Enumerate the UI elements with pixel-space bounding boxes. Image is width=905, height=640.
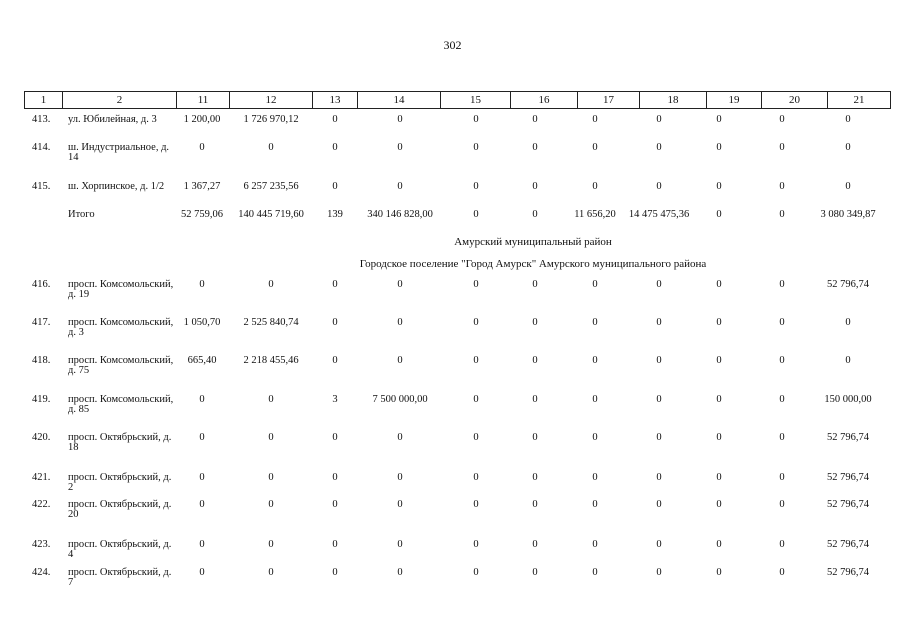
value-cell: 14 475 475,36 — [628, 209, 690, 220]
value-cell: 0 — [532, 279, 538, 290]
value-cell: 0 — [592, 539, 598, 550]
address-cell: ш. Хорпинское, д. 1/2 — [68, 181, 165, 192]
value-cell: 0 — [397, 355, 403, 366]
value-cell: 0 — [199, 567, 205, 578]
value-cell: 52 796,74 — [827, 432, 869, 443]
value-cell: 0 — [532, 472, 538, 483]
value-cell: 0 — [332, 539, 338, 550]
value-cell: 3 080 349,87 — [820, 209, 876, 220]
address-cell: просп. Комсомольский, д. 75 — [68, 355, 174, 376]
value-cell: 2 218 455,46 — [243, 355, 299, 366]
value-cell: 0 — [332, 355, 338, 366]
value-cell: 150 000,00 — [824, 394, 872, 405]
value-cell: 3 — [332, 394, 338, 405]
column-header: 14 — [358, 92, 441, 109]
column-header: 1 — [25, 92, 63, 109]
value-cell: 0 — [397, 472, 403, 483]
row-number: 420. — [32, 432, 51, 443]
value-cell: 1 367,27 — [183, 181, 221, 192]
value-cell: 0 — [199, 472, 205, 483]
address-cell: просп. Октябрьский, д. 4 — [68, 539, 172, 560]
value-cell: 0 — [716, 472, 722, 483]
value-cell: 0 — [716, 539, 722, 550]
value-cell: 0 — [656, 567, 662, 578]
value-cell: 0 — [656, 142, 662, 153]
value-cell: 0 — [592, 181, 598, 192]
value-cell: 52 796,74 — [827, 472, 869, 483]
value-cell: 0 — [716, 499, 722, 510]
value-cell: 0 — [199, 539, 205, 550]
column-header: 21 — [828, 92, 891, 109]
value-cell: 0 — [199, 279, 205, 290]
value-cell: 0 — [332, 142, 338, 153]
value-cell: 0 — [779, 567, 785, 578]
value-cell: 0 — [779, 539, 785, 550]
column-header: 16 — [511, 92, 578, 109]
value-cell: 0 — [532, 539, 538, 550]
address-cell: просп. Октябрьский, д. 18 — [68, 432, 172, 453]
value-cell: 340 146 828,00 — [367, 209, 433, 220]
value-cell: 0 — [656, 181, 662, 192]
value-cell: 0 — [473, 114, 479, 125]
column-header: 15 — [441, 92, 511, 109]
value-cell: 0 — [332, 499, 338, 510]
value-cell: 0 — [332, 279, 338, 290]
value-cell: 0 — [779, 317, 785, 328]
value-cell: 2 525 840,74 — [243, 317, 299, 328]
value-cell: 0 — [779, 432, 785, 443]
value-cell: 0 — [397, 114, 403, 125]
column-header: 11 — [177, 92, 230, 109]
row-number: 424. — [32, 567, 51, 578]
value-cell: 0 — [845, 317, 851, 328]
value-cell: 0 — [332, 567, 338, 578]
row-number: 419. — [32, 394, 51, 405]
value-cell: 0 — [532, 355, 538, 366]
value-cell: 52 796,74 — [827, 539, 869, 550]
value-cell: 0 — [532, 181, 538, 192]
value-cell: 0 — [779, 279, 785, 290]
value-cell: 0 — [332, 472, 338, 483]
value-cell: 0 — [473, 317, 479, 328]
address-cell: просп. Комсомольский, д. 85 — [68, 394, 174, 415]
value-cell: 0 — [532, 142, 538, 153]
value-cell: 0 — [592, 317, 598, 328]
value-cell: 0 — [716, 279, 722, 290]
column-header: 18 — [640, 92, 707, 109]
value-cell: 1 200,00 — [183, 114, 221, 125]
value-cell: 0 — [532, 567, 538, 578]
value-cell: 52 796,74 — [827, 499, 869, 510]
value-cell: 0 — [397, 181, 403, 192]
value-cell: 0 — [397, 539, 403, 550]
address-cell: просп. Комсомольский, д. 19 — [68, 279, 174, 300]
value-cell: 0 — [397, 432, 403, 443]
column-header: 13 — [313, 92, 358, 109]
row-number: 414. — [32, 142, 51, 153]
value-cell: 0 — [473, 472, 479, 483]
row-number: 415. — [32, 181, 51, 192]
column-header: 19 — [707, 92, 762, 109]
column-header: 17 — [578, 92, 640, 109]
address-cell: просп. Комсомольский, д. 3 — [68, 317, 174, 338]
value-cell: 0 — [592, 394, 598, 405]
value-cell: 11 656,20 — [574, 209, 616, 220]
value-cell: 0 — [473, 432, 479, 443]
value-cell: 0 — [397, 142, 403, 153]
value-cell: 0 — [779, 209, 785, 220]
value-cell: 0 — [845, 181, 851, 192]
value-cell: 0 — [779, 114, 785, 125]
value-cell: 0 — [716, 142, 722, 153]
value-cell: 0 — [716, 114, 722, 125]
value-cell: 0 — [268, 567, 274, 578]
value-cell: 0 — [268, 539, 274, 550]
value-cell: 0 — [397, 279, 403, 290]
value-cell: 139 — [327, 209, 343, 220]
value-cell: 0 — [473, 279, 479, 290]
value-cell: 0 — [716, 432, 722, 443]
value-cell: 0 — [199, 142, 205, 153]
value-cell: 0 — [268, 394, 274, 405]
value-cell: 0 — [397, 317, 403, 328]
value-cell: 0 — [656, 539, 662, 550]
address-cell: ш. Индустриальное, д. 14 — [68, 142, 170, 163]
value-cell: 0 — [592, 499, 598, 510]
row-number: 423. — [32, 539, 51, 550]
value-cell: 0 — [716, 209, 722, 220]
value-cell: 0 — [592, 432, 598, 443]
settlement-title: Городское поселение "Город Амурск" Амурского муниципального района — [359, 258, 707, 270]
value-cell: 0 — [592, 114, 598, 125]
value-cell: 0 — [332, 114, 338, 125]
address-cell: просп. Октябрьский, д. 20 — [68, 499, 172, 520]
value-cell: 0 — [779, 355, 785, 366]
value-cell: 1 050,70 — [183, 317, 221, 328]
value-cell: 0 — [845, 142, 851, 153]
value-cell: 0 — [716, 317, 722, 328]
value-cell: 0 — [592, 567, 598, 578]
value-cell: 0 — [473, 209, 479, 220]
value-cell: 0 — [532, 317, 538, 328]
value-cell: 7 500 000,00 — [372, 394, 428, 405]
value-cell: 0 — [592, 355, 598, 366]
value-cell: 1 726 970,12 — [243, 114, 299, 125]
value-cell: 0 — [716, 567, 722, 578]
page-number: 302 — [443, 38, 462, 52]
address-cell: ул. Юбилейная, д. 3 — [68, 114, 157, 125]
value-cell: 0 — [473, 567, 479, 578]
value-cell: 0 — [592, 472, 598, 483]
value-cell: 0 — [656, 499, 662, 510]
value-cell: 0 — [656, 317, 662, 328]
district-title: Амурский муниципальный район — [454, 236, 612, 248]
value-cell: 0 — [532, 114, 538, 125]
value-cell: 0 — [268, 142, 274, 153]
value-cell: 0 — [473, 181, 479, 192]
value-cell: 0 — [779, 181, 785, 192]
value-cell: 0 — [268, 472, 274, 483]
value-cell: 0 — [532, 209, 538, 220]
value-cell: 0 — [779, 499, 785, 510]
value-cell: 0 — [656, 432, 662, 443]
value-cell: 0 — [199, 499, 205, 510]
value-cell: 0 — [779, 394, 785, 405]
value-cell: 0 — [845, 114, 851, 125]
value-cell: 0 — [199, 432, 205, 443]
row-number: 418. — [32, 355, 51, 366]
row-number: 421. — [32, 472, 51, 483]
value-cell: 0 — [332, 181, 338, 192]
value-cell: 0 — [473, 539, 479, 550]
value-cell: 0 — [656, 394, 662, 405]
value-cell: 0 — [845, 355, 851, 366]
value-cell: 52 796,74 — [827, 279, 869, 290]
value-cell: 52 759,06 — [181, 209, 223, 220]
value-cell: 0 — [532, 499, 538, 510]
value-cell: 0 — [716, 394, 722, 405]
value-cell: 0 — [716, 355, 722, 366]
address-cell: просп. Октябрьский, д. 7 — [68, 567, 172, 588]
table-header — [24, 91, 891, 109]
value-cell: 0 — [656, 114, 662, 125]
value-cell: 0 — [268, 432, 274, 443]
value-cell: 0 — [532, 432, 538, 443]
value-cell: 6 257 235,56 — [243, 181, 299, 192]
value-cell: 0 — [716, 181, 722, 192]
column-header: 20 — [762, 92, 828, 109]
column-header: 2 — [63, 92, 177, 109]
value-cell: 0 — [656, 472, 662, 483]
column-header: 12 — [230, 92, 313, 109]
row-number: 422. — [32, 499, 51, 510]
value-cell: 140 445 719,60 — [238, 209, 304, 220]
row-number: 417. — [32, 317, 51, 328]
value-cell: 0 — [397, 567, 403, 578]
value-cell: 0 — [779, 142, 785, 153]
total-label: Итого — [68, 209, 95, 220]
value-cell: 0 — [397, 499, 403, 510]
value-cell: 0 — [268, 499, 274, 510]
row-number: 413. — [32, 114, 51, 125]
address-cell: просп. Октябрьский, д. 2 — [68, 472, 172, 493]
value-cell: 0 — [656, 279, 662, 290]
value-cell: 0 — [268, 279, 274, 290]
value-cell: 0 — [473, 394, 479, 405]
value-cell: 0 — [592, 142, 598, 153]
value-cell: 0 — [656, 355, 662, 366]
value-cell: 0 — [779, 472, 785, 483]
value-cell: 0 — [532, 394, 538, 405]
value-cell: 0 — [332, 432, 338, 443]
value-cell: 0 — [199, 394, 205, 405]
value-cell: 0 — [473, 355, 479, 366]
value-cell: 665,40 — [187, 355, 217, 366]
value-cell: 0 — [473, 499, 479, 510]
value-cell: 0 — [473, 142, 479, 153]
row-number: 416. — [32, 279, 51, 290]
value-cell: 0 — [332, 317, 338, 328]
value-cell: 0 — [592, 279, 598, 290]
value-cell: 52 796,74 — [827, 567, 869, 578]
